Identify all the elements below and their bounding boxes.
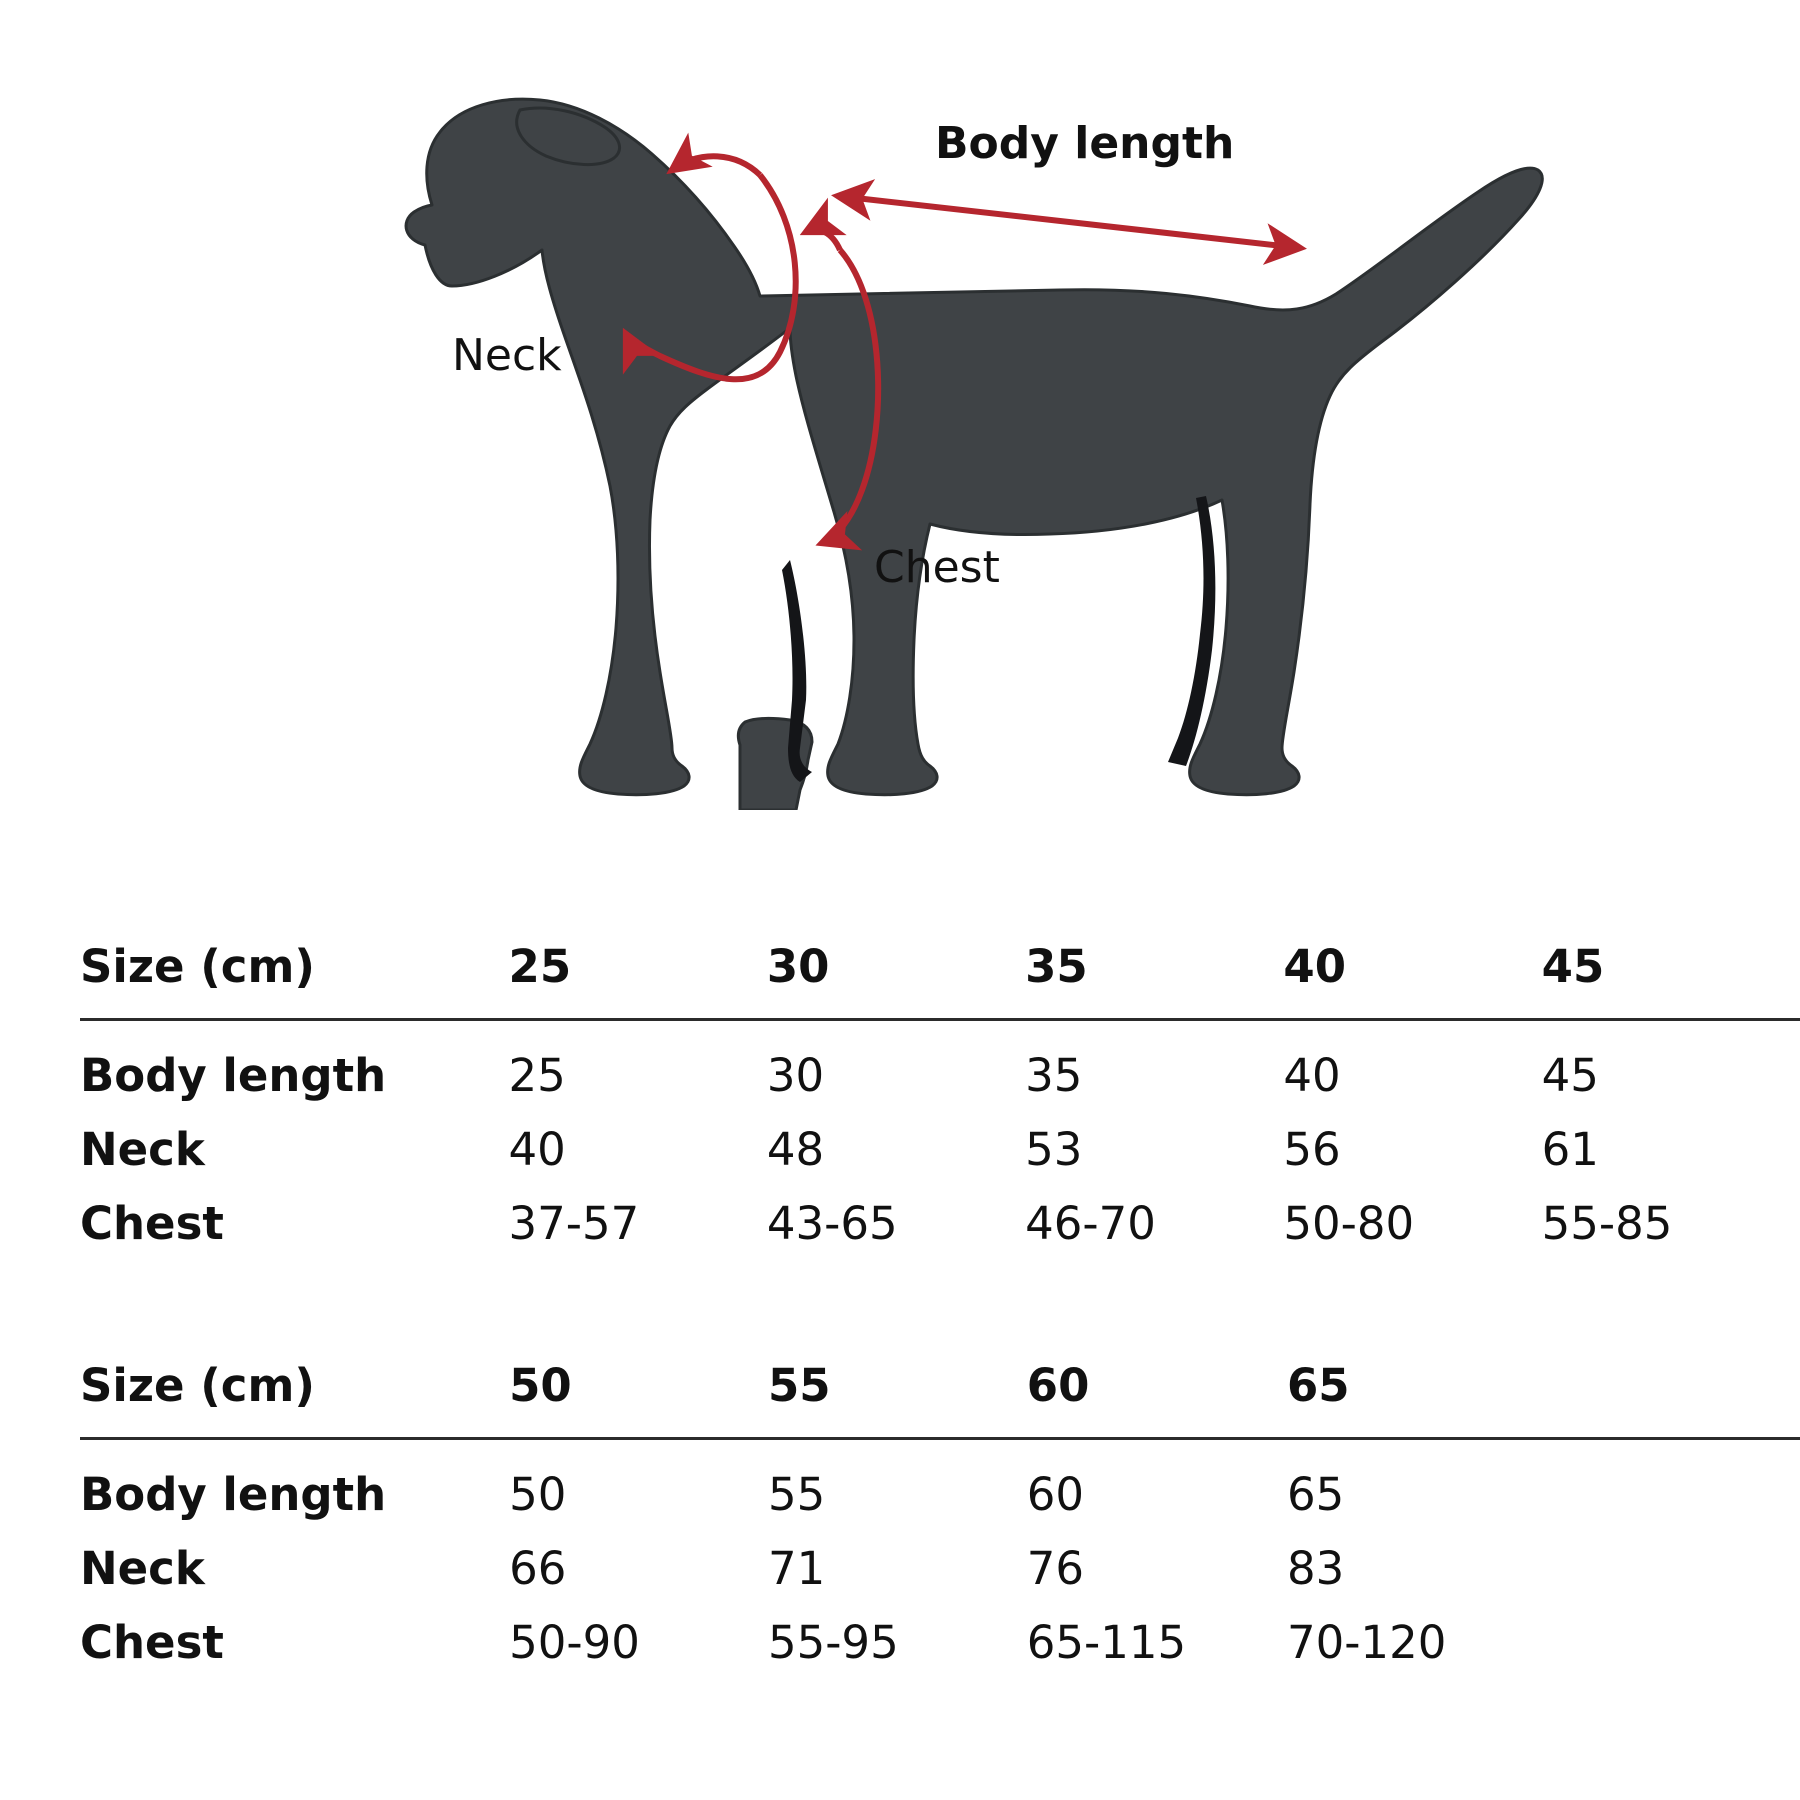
label-body-length: Body length [935,118,1235,169]
row-label: Body length [80,1468,387,1521]
cell [1547,1606,1800,1680]
cell: 65 [1286,1468,1345,1521]
column-header: 45 [1542,930,1800,1020]
table-header-row [80,930,1800,1020]
cell: 61 [1541,1123,1599,1176]
table-row [80,1113,1800,1187]
cell: 48 [766,1123,825,1176]
column-header: 25 [509,930,767,1020]
dog-figure [406,99,1542,795]
measurement-diagram [0,0,1800,810]
cell: 66 [509,1542,567,1595]
size-tables [0,930,1800,1680]
cell: 40 [1283,1049,1341,1102]
cell: 56 [1283,1123,1341,1176]
cell: 71 [767,1542,826,1595]
cell: 46-70 [1025,1197,1156,1250]
size-table-large [80,1349,1800,1680]
cell: 50-90 [509,1616,640,1669]
row-label: Chest [80,1616,224,1669]
cell: 45 [1541,1049,1599,1102]
table-row [80,1439,1800,1533]
column-header: 65 [1287,1349,1547,1439]
cell: 65-115 [1026,1616,1187,1669]
cell: 55 [767,1468,826,1521]
row-label: Body length [80,1049,387,1102]
cell: 60 [1026,1468,1085,1521]
body-length-arrow [838,196,1300,248]
column-header: 40 [1283,930,1541,1020]
cell: 76 [1026,1542,1085,1595]
table-row [80,1532,1800,1606]
cell [1547,1439,1800,1533]
cell: 25 [508,1049,566,1102]
row-label: Neck [80,1123,205,1176]
table-row [80,1187,1800,1261]
cell [1547,1532,1800,1606]
column-header: Size (cm) [80,1349,509,1439]
column-header: 55 [768,1349,1027,1439]
label-neck: Neck [452,330,562,381]
cell: 37-57 [508,1197,640,1250]
cell: 43-65 [766,1197,898,1250]
cell: 50-80 [1283,1197,1415,1250]
label-chest: Chest [874,542,1000,593]
cell: 35 [1025,1049,1083,1102]
cell: 70-120 [1286,1616,1447,1669]
column-header: 30 [767,930,1025,1020]
column-header: 50 [509,1349,768,1439]
row-label: Neck [80,1542,205,1595]
table-row [80,1606,1800,1680]
cell: 40 [508,1123,566,1176]
dog-silhouette-illustration [0,0,1800,810]
column-header [1547,1349,1800,1439]
cell: 50 [509,1468,567,1521]
table-row [80,1020,1800,1114]
column-header: Size (cm) [80,930,509,1020]
cell: 30 [766,1049,825,1102]
cell: 53 [1025,1123,1083,1176]
column-header: 35 [1025,930,1283,1020]
column-header: 60 [1027,1349,1287,1439]
table-header-row [80,1349,1800,1439]
cell: 55-85 [1541,1197,1673,1250]
size-table-small [80,930,1800,1261]
row-label: Chest [80,1197,224,1250]
cell: 55-95 [767,1616,899,1669]
cell: 83 [1286,1542,1345,1595]
